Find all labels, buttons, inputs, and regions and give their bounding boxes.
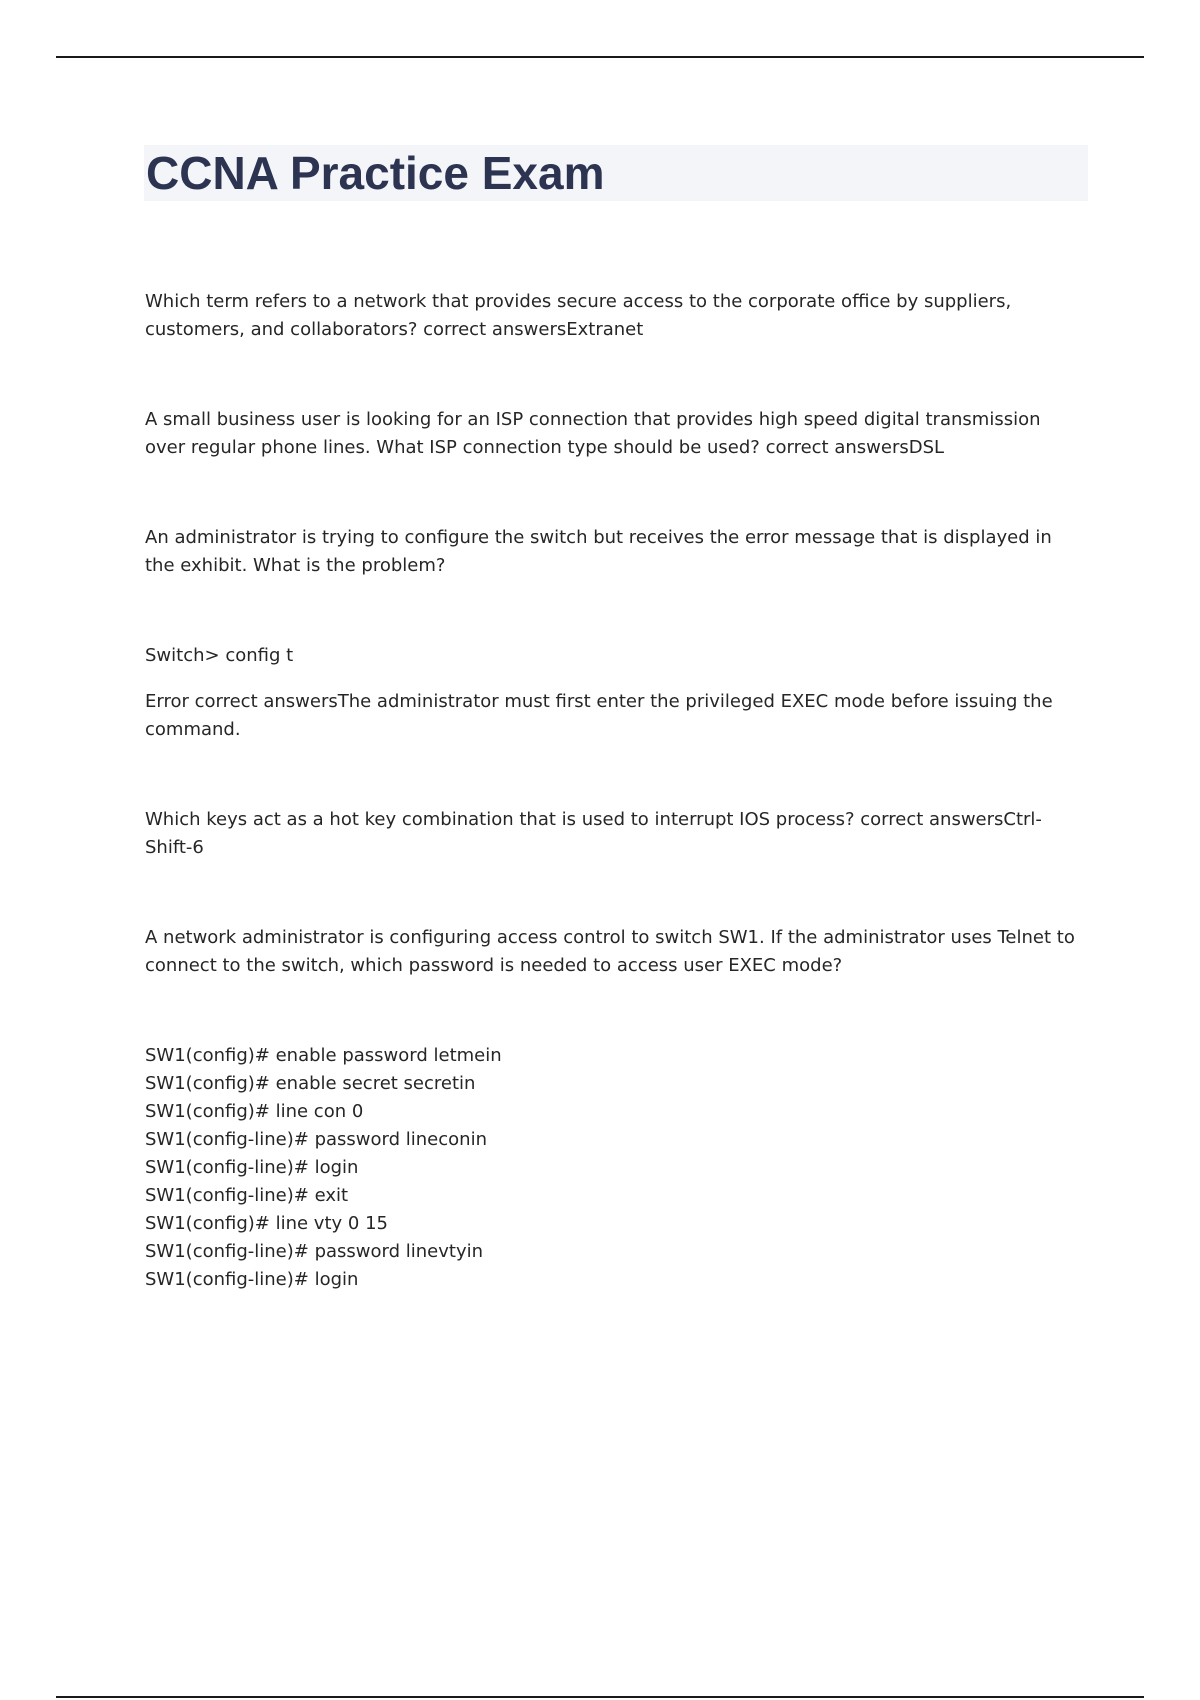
question-telnet-password: A network administrator is configuring access control to switch SW1. If the administrator uses Telnet to connect to the switch, which password is needed to access user EXEC mode? <box>145 927 1075 976</box>
command-list <box>145 1042 1085 1294</box>
question-extranet: Which term refers to a network that provides secure access to the corporate office by suppliers, customers, and collaborators? correct answersExtranet <box>145 291 1012 340</box>
command-line: SW1(config)# line vty 0 15 <box>145 1213 388 1234</box>
exhibit-command: Switch> config t <box>145 645 294 666</box>
command-line: SW1(config-line)# password lineconin <box>145 1129 487 1150</box>
question-hotkey: Which keys act as a hot key combination that is used to interrupt IOS process? correct answersCtrl-Shift-6 <box>145 809 1042 858</box>
command-line: SW1(config-line)# password linevtyin <box>145 1241 484 1262</box>
top-divider <box>56 56 1144 58</box>
command-line: SW1(config-line)# login <box>145 1157 359 1178</box>
command-line: SW1(config)# enable password letmein <box>145 1045 502 1066</box>
question-error-message: An administrator is trying to configure the switch but receives the error message that is displayed in the exhibit. What is the problem? <box>145 527 1052 576</box>
question-dsl: A small business user is looking for an ISP connection that provides high speed digital transmission over regular phone lines. What ISP connection type should be used? correct answersDSL <box>145 409 1041 458</box>
document-body <box>145 288 1085 1294</box>
command-line: SW1(config)# line con 0 <box>145 1101 364 1122</box>
bottom-divider <box>56 1696 1144 1698</box>
command-line: SW1(config-line)# exit <box>145 1185 349 1206</box>
command-line: SW1(config)# enable secret secretin <box>145 1073 476 1094</box>
command-line: SW1(config-line)# login <box>145 1269 359 1290</box>
page-title: CCNA Practice Exam <box>146 147 605 199</box>
answer-error: Error correct answersThe administrator must first enter the privileged EXEC mode before issuing the command. <box>145 691 1053 740</box>
